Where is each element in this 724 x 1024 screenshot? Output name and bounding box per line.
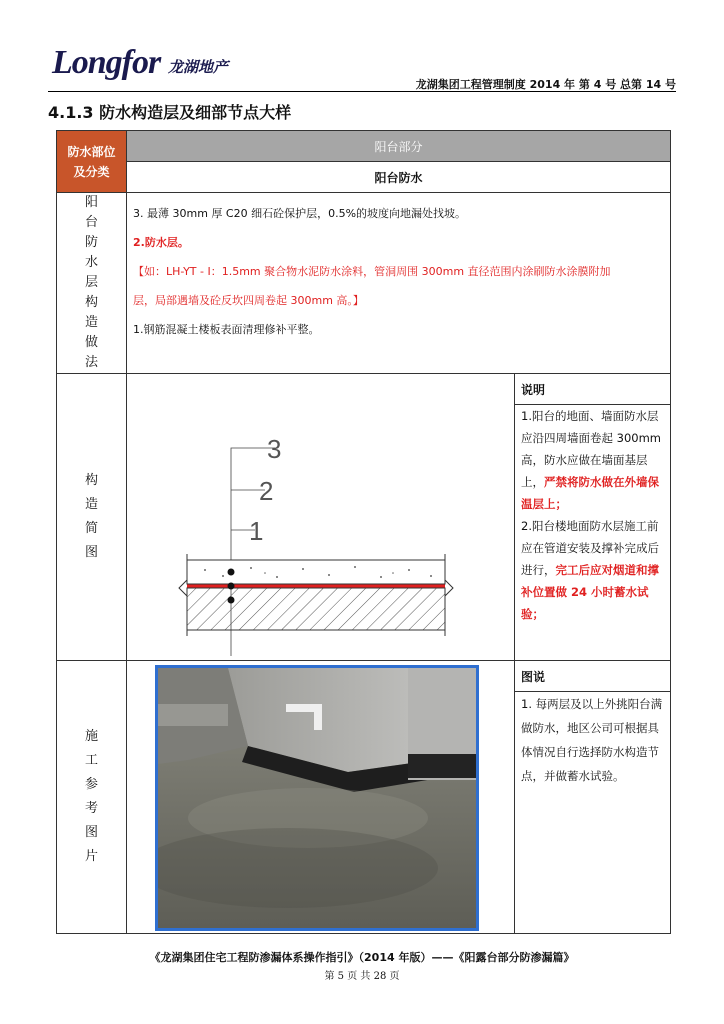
method-line-2: 2.防水层。 [133,236,189,249]
sub-header: 阳台防水 [127,162,671,193]
note-p2: 2.阳台楼地面防水层施工前应在管道安装及撑补完成后进行， [521,519,659,577]
header-divider [48,91,676,92]
break-line-right [445,554,453,636]
note-p2-warning: 完工后应对烟道和撑补位置做 24 小时蓄水试验； [521,563,659,621]
marker-layer-1 [228,597,235,604]
section-title: 4.1.3 防水构造层及细部节点大样 [48,103,292,122]
company-logo [52,44,252,84]
method-line-3: 【如：LH-YT - Ⅰ：1.5mm 聚合物水泥防水涂料，管洞周围 300mm 直径范围内涂刷防水涂膜附加 [133,265,611,278]
document-info: 龙湖集团工程管理制度 2014 年 第 4 号 总第 14 号 [415,78,676,91]
category-header [57,131,127,193]
site-photo [155,665,479,931]
footer-title: 《龙湖集团住宅工程防渗漏体系操作指引》（2014 年版）——《阳露台部分防渗漏篇》 [149,951,575,964]
logo-english: Longfor [52,44,161,81]
note-p1-warning: 严禁将防水做在外墙保温层上； [521,475,659,511]
break-line-left [179,554,187,636]
caption-title: 图说 [515,661,671,692]
concrete-slab [187,588,445,630]
layer-number-1: 1 [249,516,264,546]
method-line-4: 层，局部遇墙及砼反坎四周卷起 300mm 高。】 [133,294,364,307]
method-text [127,193,671,374]
detail-table [56,130,671,934]
method-label: 阳 台 防 水 层 构 造 做 法 [57,193,127,374]
photo-cell [127,661,515,934]
method-line-5: 1.钢筋混凝土楼板表面清理修补平整。 [133,323,320,336]
note-title: 说明 [515,374,671,405]
marker-layer-3 [228,569,235,576]
photo-label: 施 工 参 考 图 片 [57,661,127,934]
site-photo-image [158,668,476,928]
protective-layer [187,560,445,584]
category-label: 防水部位及分类 [67,144,116,179]
marker-layer-2 [228,583,235,590]
diagram-label: 构 造 简 图 [57,374,127,661]
construction-diagram [127,374,515,661]
method-line-1: 3. 最薄 30mm 厚 C20 细石砼保护层，0.5%的坡度向地漏处找坡。 [133,207,467,220]
caption-body: 1. 每两层及以上外挑阳台满做防水，地区公司可根据具体情况自行选择防水构造节点，并做蓄水试验。 [515,692,671,934]
page-number: 第 5 页 共 28 页 [324,971,400,982]
layer-number-2: 2 [259,476,274,506]
logo-chinese: 龙湖地产 [168,58,229,76]
layer-number-3: 3 [267,434,282,464]
layer-section-svg [127,374,515,656]
part-header: 阳台部分 [127,131,671,162]
note-p1: 1.阳台的地面、墙面防水层应沿四周墙面卷起 300mm 高，防水应做在墙面基层上， [521,409,662,489]
note-body [515,405,671,661]
